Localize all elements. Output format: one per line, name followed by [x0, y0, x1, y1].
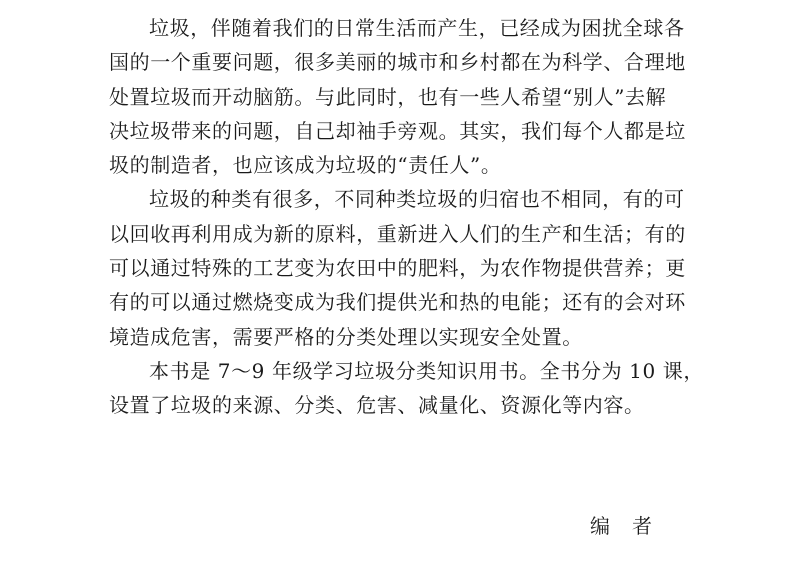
paragraph-1-line-5: 圾的制造者，也应该成为垃圾的“责任人”。 — [109, 153, 502, 178]
signature-char-1: 编 — [590, 514, 610, 538]
paragraph-1-line-2: 国的一个重要问题，很多美丽的城市和乡村都在为科学、合理地 — [109, 50, 686, 75]
editor-signature — [590, 512, 652, 540]
paragraph-2-line-3: 可以通过特殊的工艺变为农田中的肥料，为农作物提供营养；更 — [109, 256, 686, 281]
preface-body — [109, 11, 704, 423]
paragraph-3 — [109, 354, 704, 423]
paragraph-3-line-2: 设置了垃圾的来源、分类、危害、减量化、资源化等内容。 — [109, 393, 645, 418]
paragraph-1-line-1: 垃圾，伴随着我们的日常生活而产生，已经成为困扰全球各 — [149, 16, 685, 40]
paragraph-1 — [109, 11, 689, 182]
paragraph-1-line-4: 决垃圾带来的问题，自己却袖手旁观。其实，我们每个人都是垃 — [109, 118, 686, 143]
paragraph-2-line-1: 垃圾的种类有很多，不同种类垃圾的归宿也不相同，有的可 — [149, 187, 685, 212]
signature-char-2: 者 — [632, 514, 652, 538]
paragraph-1-line-3: 处置垃圾而开动脑筋。与此同时，也有一些人希望“别人”去解 — [109, 84, 667, 109]
paragraph-2 — [109, 182, 689, 353]
paragraph-2-line-4: 有的可以通过燃烧变成为我们提供光和热的电能；还有的会对环 — [109, 290, 686, 315]
paragraph-3-line-1: 本书是 7～9 年级学习垃圾分类知识用书。全书分为 10 课， — [149, 358, 704, 383]
paragraph-2-line-5: 境造成危害，需要严格的分类处理以实现安全处置。 — [109, 324, 583, 349]
paragraph-2-line-2: 以回收再利用成为新的原料，重新进入人们的生产和生活；有的 — [109, 221, 686, 246]
